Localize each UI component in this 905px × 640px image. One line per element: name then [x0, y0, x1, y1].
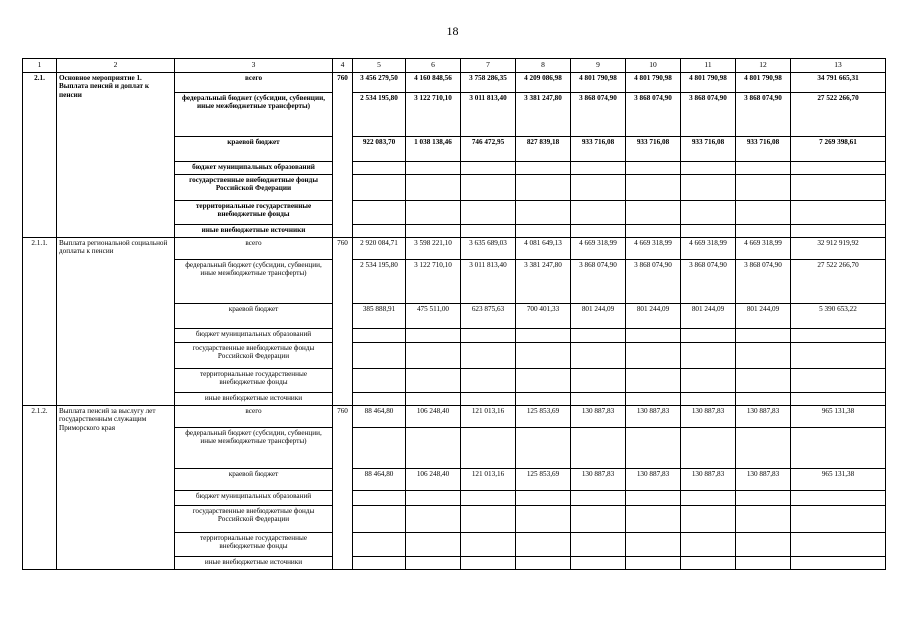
value-cell — [626, 329, 681, 343]
value-cell — [353, 162, 406, 175]
column-header: 12 — [736, 59, 791, 73]
value-cell — [681, 162, 736, 175]
column-header: 7 — [461, 59, 516, 73]
value-cell: 3 122 710,10 — [406, 93, 461, 137]
column-header: 11 — [681, 59, 736, 73]
value-cell: 4 669 318,99 — [681, 238, 736, 260]
value-cell: 4 801 790,98 — [736, 73, 791, 93]
value-cell: 746 472,95 — [461, 137, 516, 162]
column-header: 4 — [333, 59, 353, 73]
value-cell — [736, 533, 791, 557]
value-cell: 3 868 074,90 — [736, 260, 791, 304]
value-cell: 965 131,38 — [791, 406, 886, 428]
column-header: 13 — [791, 59, 886, 73]
value-cell: 2 534 195,80 — [353, 260, 406, 304]
value-cell — [516, 369, 571, 393]
value-cell — [516, 491, 571, 506]
value-cell — [736, 393, 791, 406]
budget-table — [22, 58, 886, 570]
value-cell: 130 887,83 — [571, 469, 626, 491]
value-cell — [461, 201, 516, 225]
value-cell — [353, 506, 406, 533]
value-cell — [791, 225, 886, 238]
value-cell — [791, 329, 886, 343]
value-cell — [571, 201, 626, 225]
value-cell — [736, 506, 791, 533]
value-cell: 3 868 074,90 — [681, 260, 736, 304]
value-cell — [461, 175, 516, 201]
value-cell: 1 038 138,46 — [406, 137, 461, 162]
value-cell — [791, 201, 886, 225]
value-cell: 3 868 074,90 — [681, 93, 736, 137]
value-cell: 700 401,33 — [516, 304, 571, 329]
value-cell: 4 081 649,13 — [516, 238, 571, 260]
column-header: 3 — [175, 59, 333, 73]
value-cell — [571, 557, 626, 570]
value-cell: 3 868 074,90 — [626, 93, 681, 137]
value-cell — [571, 175, 626, 201]
value-cell — [406, 201, 461, 225]
value-cell — [571, 162, 626, 175]
value-cell — [791, 533, 886, 557]
value-cell — [406, 343, 461, 369]
measure-name: Выплата пенсий за выслугу лет государственным служащим Приморского края — [57, 406, 175, 570]
value-cell — [406, 329, 461, 343]
value-cell — [461, 428, 516, 469]
value-cell: 623 875,63 — [461, 304, 516, 329]
value-cell — [353, 557, 406, 570]
value-cell — [736, 491, 791, 506]
value-cell: 130 887,83 — [736, 406, 791, 428]
value-cell: 130 887,83 — [681, 469, 736, 491]
value-cell: 801 244,09 — [736, 304, 791, 329]
value-cell — [516, 428, 571, 469]
value-cell — [791, 162, 886, 175]
value-cell — [791, 369, 886, 393]
value-cell: 3 456 279,50 — [353, 73, 406, 93]
value-cell — [681, 557, 736, 570]
value-cell — [516, 557, 571, 570]
funding-source: бюджет муниципальных образований — [175, 162, 333, 175]
value-cell: 4 801 790,98 — [626, 73, 681, 93]
value-cell — [516, 225, 571, 238]
value-cell — [406, 506, 461, 533]
value-cell: 106 248,40 — [406, 406, 461, 428]
funding-source: краевой бюджет — [175, 304, 333, 329]
value-cell: 4 669 318,99 — [626, 238, 681, 260]
value-cell — [626, 201, 681, 225]
value-cell — [681, 506, 736, 533]
value-cell — [571, 225, 626, 238]
value-cell — [626, 533, 681, 557]
value-cell — [516, 393, 571, 406]
funding-source: государственные внебюджетные фонды Российской Федерации — [175, 175, 333, 201]
value-cell: 4 160 848,56 — [406, 73, 461, 93]
value-cell: 3 011 813,40 — [461, 260, 516, 304]
value-cell — [626, 343, 681, 369]
funding-source: бюджет муниципальных образований — [175, 491, 333, 506]
funding-source: всего — [175, 73, 333, 93]
value-cell — [681, 175, 736, 201]
value-cell: 933 716,08 — [681, 137, 736, 162]
value-cell: 827 839,18 — [516, 137, 571, 162]
table-row — [23, 73, 886, 93]
admin-code: 760 — [333, 406, 353, 570]
value-cell — [406, 225, 461, 238]
value-cell: 933 716,08 — [736, 137, 791, 162]
measure-name: Основное мероприятие 1. Выплата пенсий и доплат к пенсии — [57, 73, 175, 238]
value-cell: 933 716,08 — [626, 137, 681, 162]
value-cell: 801 244,09 — [626, 304, 681, 329]
value-cell — [681, 329, 736, 343]
funding-source: федеральный бюджет (субсидии, субвенции, иные межбюджетные трансферты) — [175, 428, 333, 469]
table-row — [23, 238, 886, 260]
value-cell: 3 868 074,90 — [736, 93, 791, 137]
value-cell — [461, 506, 516, 533]
funding-source: территориальные государственные внебюджетные фонды — [175, 369, 333, 393]
value-cell: 965 131,38 — [791, 469, 886, 491]
funding-source: краевой бюджет — [175, 469, 333, 491]
funding-source: государственные внебюджетные фонды Российской Федерации — [175, 343, 333, 369]
value-cell — [571, 343, 626, 369]
funding-source: бюджет муниципальных образований — [175, 329, 333, 343]
value-cell — [353, 225, 406, 238]
value-cell — [626, 369, 681, 393]
value-cell: 121 013,16 — [461, 406, 516, 428]
value-cell: 3 635 689,03 — [461, 238, 516, 260]
value-cell — [626, 506, 681, 533]
value-cell — [461, 329, 516, 343]
value-cell: 3 122 710,10 — [406, 260, 461, 304]
column-header: 2 — [57, 59, 175, 73]
value-cell: 4 669 318,99 — [571, 238, 626, 260]
value-cell — [461, 533, 516, 557]
value-cell — [791, 343, 886, 369]
funding-source: краевой бюджет — [175, 137, 333, 162]
value-cell: 4 801 790,98 — [681, 73, 736, 93]
value-cell — [681, 428, 736, 469]
value-cell — [406, 557, 461, 570]
column-header: 9 — [571, 59, 626, 73]
value-cell — [736, 343, 791, 369]
value-cell — [516, 506, 571, 533]
value-cell — [353, 533, 406, 557]
column-header: 1 — [23, 59, 57, 73]
value-cell: 121 013,16 — [461, 469, 516, 491]
value-cell — [626, 557, 681, 570]
column-header: 8 — [516, 59, 571, 73]
value-cell — [736, 428, 791, 469]
value-cell — [571, 369, 626, 393]
value-cell: 34 791 665,31 — [791, 73, 886, 93]
value-cell — [626, 428, 681, 469]
row-number: 2.1.1. — [23, 238, 57, 406]
value-cell: 27 522 266,70 — [791, 93, 886, 137]
value-cell — [461, 557, 516, 570]
column-header: 5 — [353, 59, 406, 73]
value-cell — [353, 175, 406, 201]
value-cell: 130 887,83 — [681, 406, 736, 428]
value-cell — [791, 393, 886, 406]
value-cell — [681, 393, 736, 406]
value-cell: 3 381 247,80 — [516, 260, 571, 304]
value-cell: 106 248,40 — [406, 469, 461, 491]
value-cell: 7 269 398,61 — [791, 137, 886, 162]
value-cell — [516, 201, 571, 225]
value-cell: 130 887,83 — [626, 406, 681, 428]
value-cell — [516, 162, 571, 175]
value-cell: 3 868 074,90 — [571, 93, 626, 137]
value-cell: 125 853,69 — [516, 406, 571, 428]
row-number: 2.1.2. — [23, 406, 57, 570]
column-header: 10 — [626, 59, 681, 73]
value-cell — [353, 491, 406, 506]
value-cell — [626, 491, 681, 506]
value-cell: 922 083,70 — [353, 137, 406, 162]
value-cell — [681, 225, 736, 238]
value-cell — [353, 369, 406, 393]
value-cell: 2 920 084,71 — [353, 238, 406, 260]
header-row — [23, 59, 886, 73]
value-cell — [791, 175, 886, 201]
value-cell — [353, 393, 406, 406]
value-cell: 27 522 266,70 — [791, 260, 886, 304]
admin-code: 760 — [333, 73, 353, 238]
value-cell — [571, 506, 626, 533]
value-cell: 385 888,91 — [353, 304, 406, 329]
value-cell — [516, 343, 571, 369]
value-cell — [516, 329, 571, 343]
value-cell — [791, 428, 886, 469]
value-cell: 88 464,80 — [353, 406, 406, 428]
value-cell: 933 716,08 — [571, 137, 626, 162]
value-cell — [791, 557, 886, 570]
value-cell: 4 801 790,98 — [571, 73, 626, 93]
value-cell — [626, 175, 681, 201]
value-cell — [571, 533, 626, 557]
page-number: 18 — [446, 24, 459, 38]
value-cell — [736, 557, 791, 570]
funding-source: иные внебюджетные источники — [175, 393, 333, 406]
value-cell — [736, 162, 791, 175]
value-cell — [406, 491, 461, 506]
funding-source: иные внебюджетные источники — [175, 225, 333, 238]
value-cell — [353, 343, 406, 369]
column-header: 6 — [406, 59, 461, 73]
value-cell: 4 209 086,98 — [516, 73, 571, 93]
value-cell — [406, 175, 461, 201]
value-cell — [406, 162, 461, 175]
value-cell — [791, 491, 886, 506]
value-cell: 130 887,83 — [571, 406, 626, 428]
value-cell — [461, 162, 516, 175]
value-cell: 2 534 195,80 — [353, 93, 406, 137]
value-cell — [406, 369, 461, 393]
value-cell — [791, 506, 886, 533]
value-cell — [681, 491, 736, 506]
table-body — [23, 73, 886, 570]
value-cell — [406, 393, 461, 406]
value-cell — [736, 175, 791, 201]
value-cell — [571, 329, 626, 343]
value-cell: 125 853,69 — [516, 469, 571, 491]
value-cell — [736, 225, 791, 238]
value-cell — [406, 428, 461, 469]
value-cell — [626, 225, 681, 238]
value-cell — [736, 201, 791, 225]
value-cell: 3 868 074,90 — [571, 260, 626, 304]
value-cell — [571, 428, 626, 469]
value-cell: 88 464,80 — [353, 469, 406, 491]
value-cell: 3 598 221,10 — [406, 238, 461, 260]
value-cell: 3 011 813,40 — [461, 93, 516, 137]
value-cell — [353, 428, 406, 469]
value-cell — [516, 175, 571, 201]
measure-name: Выплата региональной социальной доплаты к пенсии — [57, 238, 175, 406]
value-cell: 801 244,09 — [571, 304, 626, 329]
value-cell: 3 381 247,80 — [516, 93, 571, 137]
value-cell — [461, 343, 516, 369]
funding-source: территориальные государственные внебюджетные фонды — [175, 533, 333, 557]
value-cell — [736, 369, 791, 393]
value-cell — [626, 393, 681, 406]
funding-source: федеральный бюджет (субсидии, субвенции, иные межбюджетные трансферты) — [175, 93, 333, 137]
value-cell — [406, 533, 461, 557]
funding-source: иные внебюджетные источники — [175, 557, 333, 570]
value-cell: 130 887,83 — [736, 469, 791, 491]
value-cell — [681, 201, 736, 225]
value-cell: 4 669 318,99 — [736, 238, 791, 260]
funding-source: всего — [175, 238, 333, 260]
funding-source: федеральный бюджет (субсидии, субвенции, иные межбюджетные трансферты) — [175, 260, 333, 304]
value-cell — [461, 369, 516, 393]
value-cell — [461, 225, 516, 238]
value-cell — [516, 533, 571, 557]
value-cell — [571, 491, 626, 506]
value-cell — [461, 491, 516, 506]
value-cell — [461, 393, 516, 406]
value-cell — [353, 201, 406, 225]
funding-source: всего — [175, 406, 333, 428]
funding-source: государственные внебюджетные фонды Российской Федерации — [175, 506, 333, 533]
value-cell — [736, 329, 791, 343]
value-cell: 475 511,00 — [406, 304, 461, 329]
value-cell — [681, 533, 736, 557]
value-cell: 801 244,09 — [681, 304, 736, 329]
value-cell: 3 758 286,35 — [461, 73, 516, 93]
value-cell: 32 912 919,92 — [791, 238, 886, 260]
admin-code: 760 — [333, 238, 353, 406]
value-cell — [681, 343, 736, 369]
value-cell: 3 868 074,90 — [626, 260, 681, 304]
value-cell — [626, 162, 681, 175]
funding-source: территориальные государственные внебюджетные фонды — [175, 201, 333, 225]
value-cell: 5 390 653,22 — [791, 304, 886, 329]
value-cell — [353, 329, 406, 343]
row-number: 2.1. — [23, 73, 57, 238]
value-cell: 130 887,83 — [626, 469, 681, 491]
value-cell — [571, 393, 626, 406]
value-cell — [681, 369, 736, 393]
table-row — [23, 406, 886, 428]
